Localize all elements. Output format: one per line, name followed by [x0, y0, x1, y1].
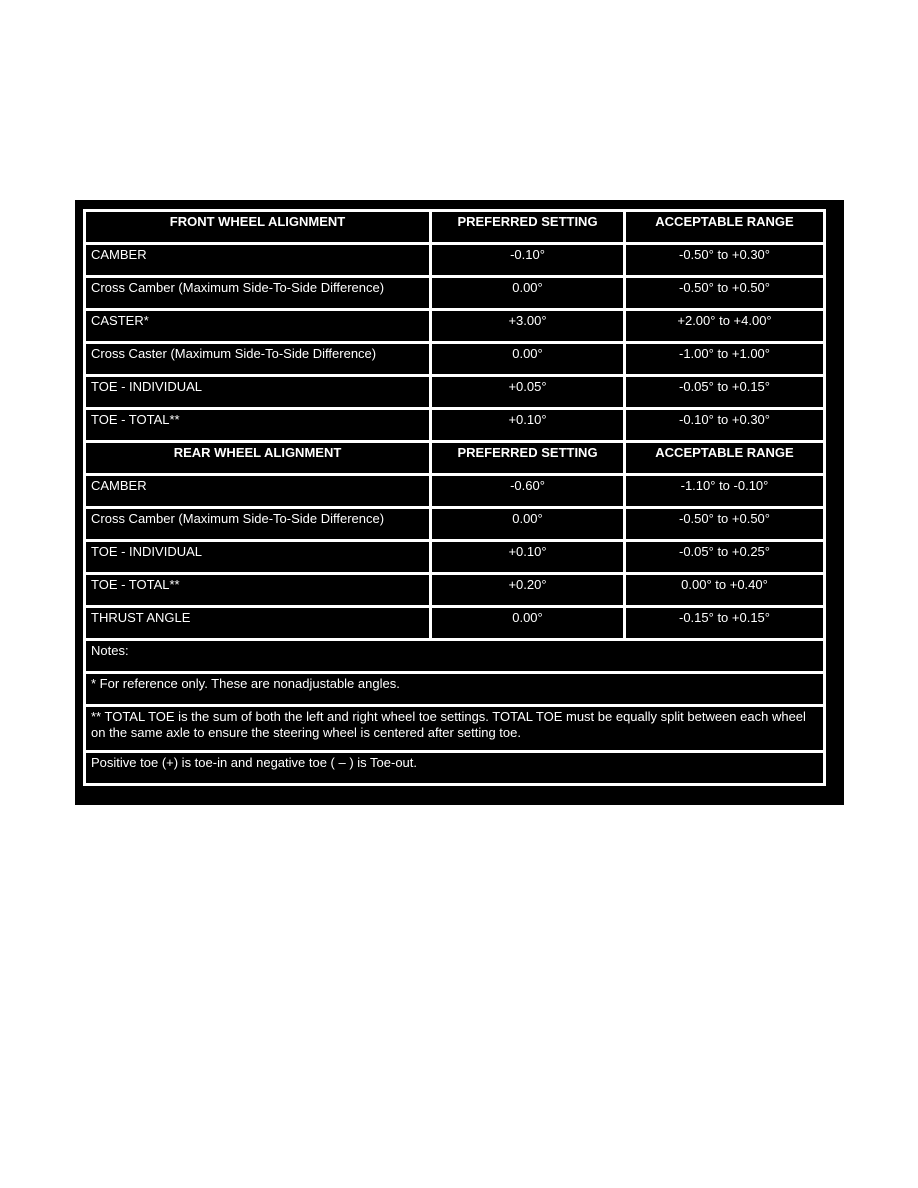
rear-header-preferred: PREFERRED SETTING: [431, 442, 625, 475]
preferred-cell: +0.05°: [431, 376, 625, 409]
preferred-cell: -0.10°: [431, 244, 625, 277]
table-row: [85, 508, 825, 541]
range-cell: -1.10° to -0.10°: [625, 475, 825, 508]
notes-heading: Notes:: [85, 640, 825, 673]
range-cell: -0.05° to +0.25°: [625, 541, 825, 574]
alignment-spec-table: [83, 209, 826, 786]
parameter-cell: Cross Camber (Maximum Side-To-Side Difference): [85, 277, 431, 310]
table-row: [85, 409, 825, 442]
note-row: [85, 706, 825, 752]
parameter-cell: CAMBER: [85, 244, 431, 277]
note-text: Positive toe (+) is toe-in and negative toe ( – ) is Toe-out.: [85, 752, 825, 785]
range-cell: -0.50° to +0.50°: [625, 277, 825, 310]
preferred-cell: +3.00°: [431, 310, 625, 343]
table-row: [85, 541, 825, 574]
preferred-cell: +0.20°: [431, 574, 625, 607]
parameter-cell: Cross Caster (Maximum Side-To-Side Difference): [85, 343, 431, 376]
table-row: [85, 277, 825, 310]
table-row: [85, 376, 825, 409]
preferred-cell: 0.00°: [431, 343, 625, 376]
rear-header-row: [85, 442, 825, 475]
range-cell: -0.05° to +0.15°: [625, 376, 825, 409]
table-row: [85, 343, 825, 376]
parameter-cell: TOE - INDIVIDUAL: [85, 541, 431, 574]
parameter-cell: TOE - TOTAL**: [85, 574, 431, 607]
parameter-cell: CASTER*: [85, 310, 431, 343]
table-row: [85, 244, 825, 277]
range-cell: -1.00° to +1.00°: [625, 343, 825, 376]
preferred-cell: +0.10°: [431, 409, 625, 442]
preferred-cell: 0.00°: [431, 277, 625, 310]
note-row: [85, 752, 825, 785]
rear-header-range: ACCEPTABLE RANGE: [625, 442, 825, 475]
note-row: [85, 673, 825, 706]
parameter-cell: TOE - TOTAL**: [85, 409, 431, 442]
table-row: [85, 574, 825, 607]
parameter-cell: THRUST ANGLE: [85, 607, 431, 640]
notes-heading-row: [85, 640, 825, 673]
note-text: ** TOTAL TOE is the sum of both the left and right wheel toe settings. TOTAL TOE must be equally split between each wheel on the same axle to ensure the steering wheel is centered after setting toe.: [85, 706, 825, 752]
parameter-cell: Cross Camber (Maximum Side-To-Side Difference): [85, 508, 431, 541]
preferred-cell: 0.00°: [431, 607, 625, 640]
preferred-cell: -0.60°: [431, 475, 625, 508]
note-text: * For reference only. These are nonadjustable angles.: [85, 673, 825, 706]
preferred-cell: +0.10°: [431, 541, 625, 574]
range-cell: +2.00° to +4.00°: [625, 310, 825, 343]
front-header-range: ACCEPTABLE RANGE: [625, 211, 825, 244]
range-cell: -0.15° to +0.15°: [625, 607, 825, 640]
rear-header-parameter: REAR WHEEL ALIGNMENT: [85, 442, 431, 475]
range-cell: -0.10° to +0.30°: [625, 409, 825, 442]
table-row: [85, 607, 825, 640]
front-header-preferred: PREFERRED SETTING: [431, 211, 625, 244]
table-row: [85, 475, 825, 508]
parameter-cell: CAMBER: [85, 475, 431, 508]
parameter-cell: TOE - INDIVIDUAL: [85, 376, 431, 409]
range-cell: -0.50° to +0.50°: [625, 508, 825, 541]
alignment-spec-panel: [75, 200, 844, 805]
preferred-cell: 0.00°: [431, 508, 625, 541]
range-cell: 0.00° to +0.40°: [625, 574, 825, 607]
front-header-parameter: FRONT WHEEL ALIGNMENT: [85, 211, 431, 244]
table-row: [85, 310, 825, 343]
front-header-row: [85, 211, 825, 244]
range-cell: -0.50° to +0.30°: [625, 244, 825, 277]
